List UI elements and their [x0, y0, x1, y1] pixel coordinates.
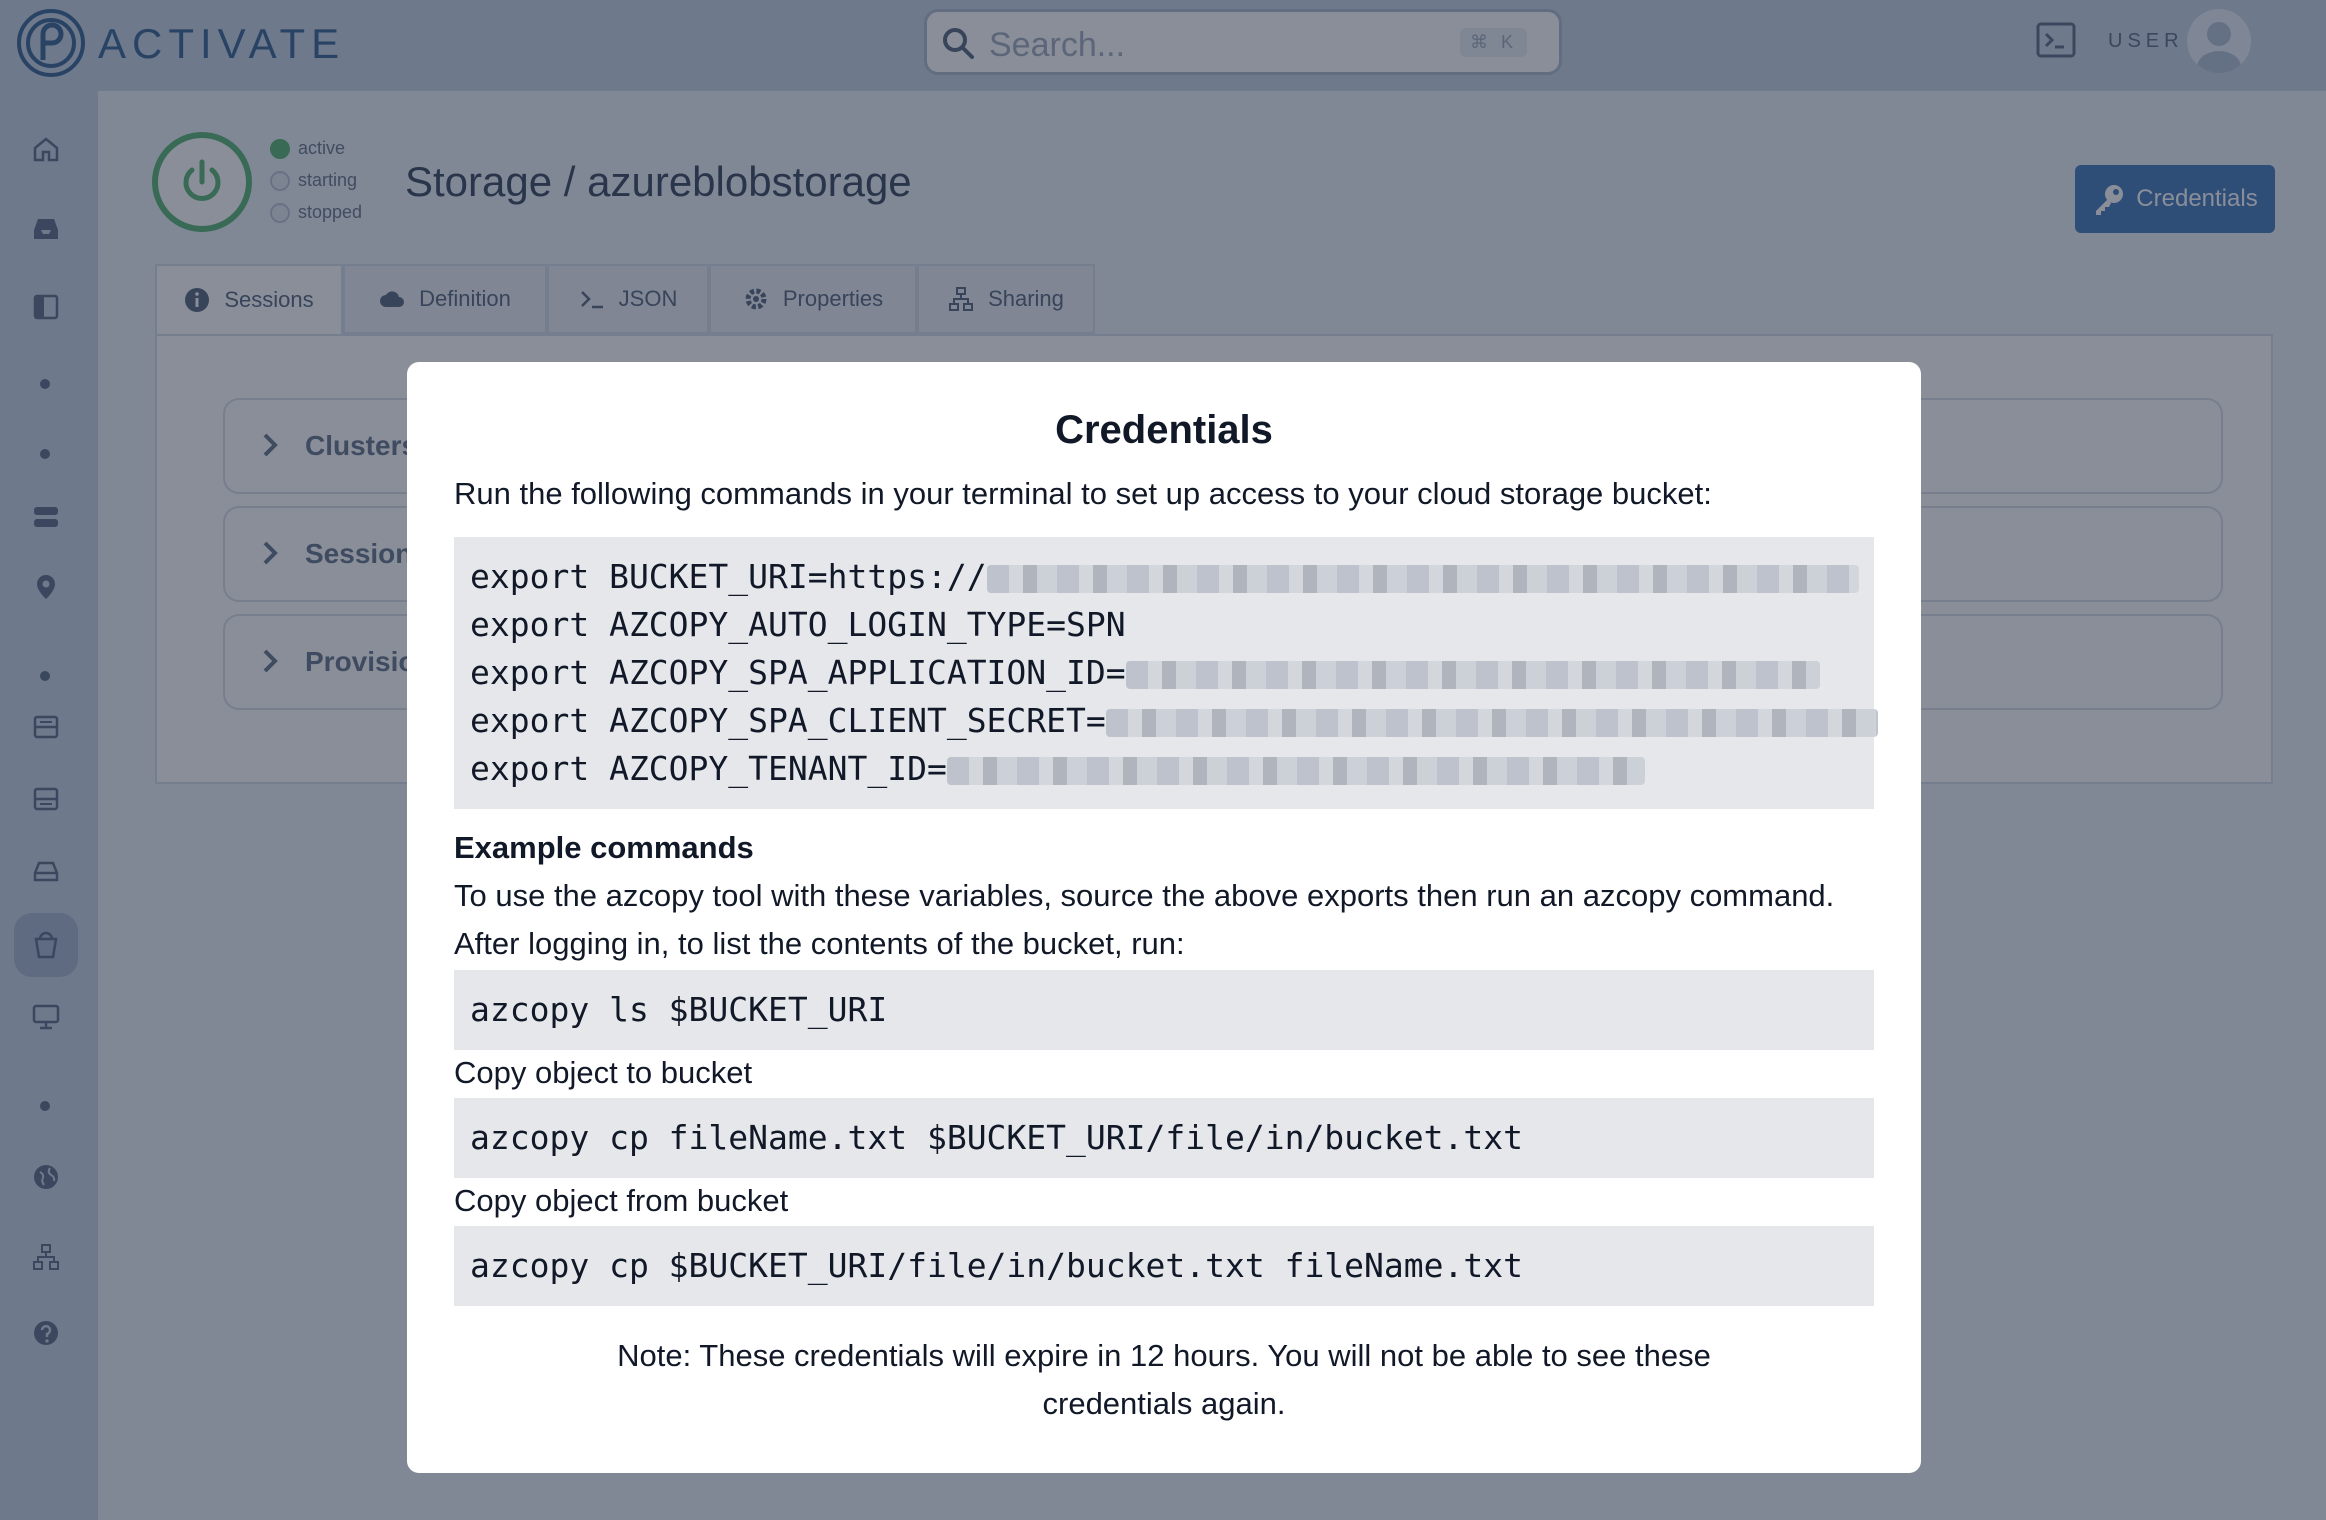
- export-line: export AZCOPY_SPA_APPLICATION_ID=: [470, 649, 1858, 697]
- credentials-modal: [407, 362, 1921, 1473]
- example-intro-2: After logging in, to list the contents of the bucket, run:: [454, 926, 1185, 961]
- redacted-value: [1106, 709, 1878, 737]
- modal-title: Credentials: [1055, 408, 1273, 452]
- redacted-value: [987, 565, 1859, 593]
- modal-intro: Run the following commands in your terminal to set up access to your cloud storage bucket:: [454, 476, 1712, 511]
- list-command-block[interactable]: azcopy ls $BUCKET_URI: [454, 970, 1874, 1050]
- copy-to-command-block[interactable]: azcopy cp fileName.txt $BUCKET_URI/file/in/bucket.txt: [454, 1098, 1874, 1178]
- example-heading: Example commands: [454, 830, 754, 865]
- export-line: export AZCOPY_SPA_CLIENT_SECRET=: [470, 697, 1858, 745]
- copy-from-label: Copy object from bucket: [454, 1183, 789, 1218]
- copy-from-command-block[interactable]: azcopy cp $BUCKET_URI/file/in/bucket.txt fileName.txt: [454, 1226, 1874, 1306]
- expiry-note: Note: These credentials will expire in 12 hours. You will not be able to see these credentials again.: [617, 1338, 1711, 1421]
- redacted-value: [947, 757, 1645, 785]
- export-line: export BUCKET_URI=https://: [470, 553, 1858, 601]
- export-line: export AZCOPY_TENANT_ID=: [470, 745, 1858, 793]
- example-intro-1: To use the azcopy tool with these variables, source the above exports then run an azcopy command.: [454, 878, 1835, 913]
- redacted-value: [1126, 661, 1820, 689]
- exports-code-block[interactable]: [454, 537, 1874, 809]
- copy-to-label: Copy object to bucket: [454, 1055, 753, 1090]
- export-line: export AZCOPY_AUTO_LOGIN_TYPE=SPN: [470, 605, 1126, 644]
